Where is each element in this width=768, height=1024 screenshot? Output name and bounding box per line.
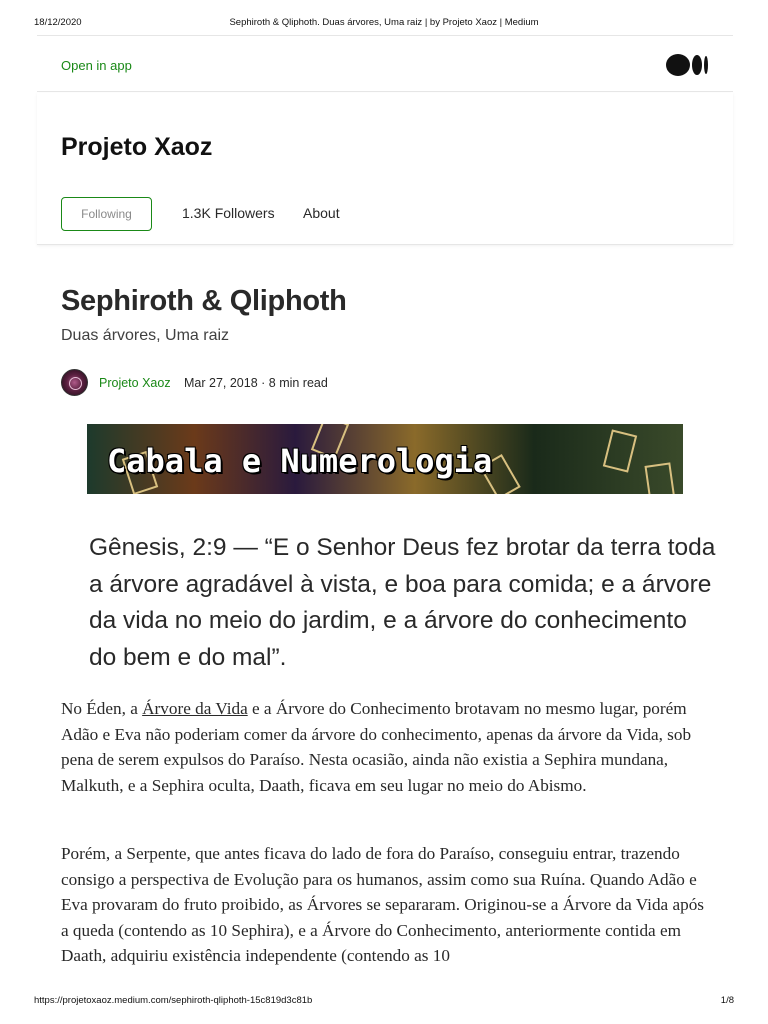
author-link[interactable]: Projeto Xaoz xyxy=(99,376,171,390)
about-link[interactable]: About xyxy=(303,205,340,221)
print-footer xyxy=(34,995,734,1009)
print-page-title: Sephiroth & Qliphoth. Duas árvores, Uma raiz | by Projeto Xaoz | Medium xyxy=(229,17,539,28)
logo-ellipse-thin xyxy=(704,56,708,74)
hero-tarot-card xyxy=(644,462,675,494)
print-header xyxy=(34,12,734,32)
paragraph-1 xyxy=(61,696,711,798)
paragraph-2: Porém, a Serpente, que antes ficava do lado de fora do Paraíso, conseguiu entrar, trazendo consigo a perspectiva de Evolução para os humanos, assim como sua Ruína. Quando Adão e Eva provaram do fruto proibido, as Árvores se separaram. Originou-se a Árvore da Vida após a queda (contendo as 10 Sephira), e a Árvore do Conhecimento, anteriormente contida em Daath, adquiriu existência independente (contendo as 10 xyxy=(61,844,704,965)
article-subtitle: Duas árvores, Uma raiz xyxy=(61,327,230,344)
paragraph-1-start: No Éden, a xyxy=(61,699,143,718)
publication-header xyxy=(37,93,733,245)
paragraph-1-rest: e a Árvore do Conhecimento brotavam no mesmo lugar, porém Adão e Eva não poderiam comer da árvore do conhecimento, apenas da árvore da Vida, sob pena de serem expulsos do Paraíso. Nesta ocasião, ainda não existia a Sephira mundana, Malkuth, e a Sephira oculta, Daath, ficava em seu lugar no meio do Abismo. xyxy=(61,699,692,795)
date-and-read-time: Mar 27, 2018 · 8 min read xyxy=(184,376,328,390)
app-bar xyxy=(37,35,733,92)
publication-name[interactable]: Projeto Xaoz xyxy=(61,133,213,161)
open-in-app-link[interactable]: Open in app xyxy=(61,58,132,73)
pull-quote: Gênesis, 2:9 — “E o Senhor Deus fez brotar da terra toda a árvore agradável à vista, e boa para comida; e a árvore da vida no meio do jardim, e a árvore do conhecimento do bem e do mal”. xyxy=(89,534,716,671)
logo-ellipse-medium xyxy=(692,55,702,75)
hero-tarot-card xyxy=(603,429,637,472)
followers-link[interactable]: 1.3K Followers xyxy=(182,205,275,221)
arvore-da-vida-link[interactable]: Árvore da Vida xyxy=(142,699,248,718)
print-date: 18/12/2020 xyxy=(34,17,82,28)
hero-image-caption: Cabala e Numerologia xyxy=(107,442,493,480)
medium-logo-icon[interactable] xyxy=(666,54,710,76)
logo-circle-large xyxy=(666,54,690,76)
author-avatar[interactable] xyxy=(61,369,88,396)
print-url: https://projetoxaoz.medium.com/sephiroth-qliphoth-15c819d3c81b xyxy=(34,995,313,1006)
byline xyxy=(61,369,461,397)
following-button[interactable]: Following xyxy=(61,197,152,231)
page-number: 1/8 xyxy=(720,995,734,1006)
hero-image xyxy=(87,424,683,494)
article-title: Sephiroth & Qliphoth xyxy=(61,285,347,317)
